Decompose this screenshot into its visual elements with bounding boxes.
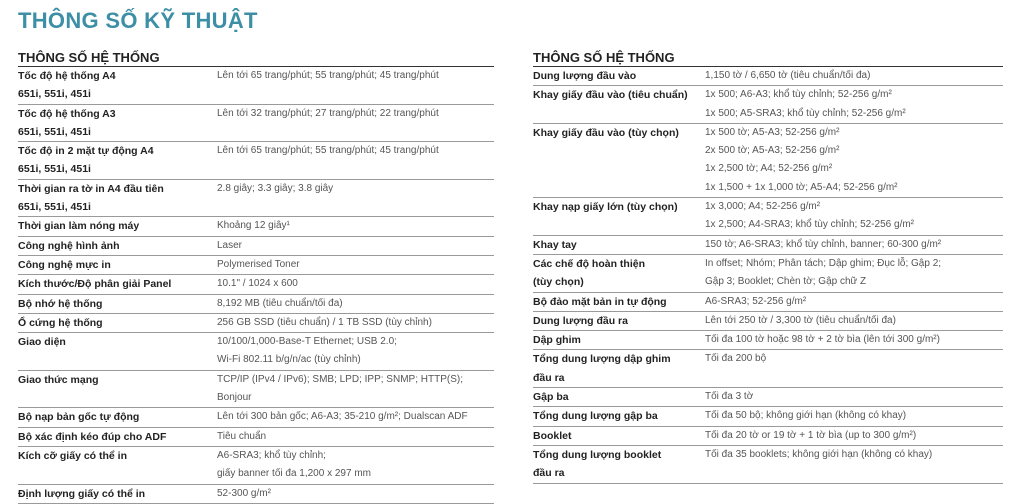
- spec-label: [18, 447, 217, 484]
- spec-value: [705, 350, 1003, 387]
- spec-label-line: Khay nạp giấy lớn (tùy chọn): [533, 201, 678, 214]
- spec-value: [217, 256, 494, 274]
- spec-label: [533, 350, 705, 387]
- spec-value: [217, 142, 494, 179]
- spec-label-line: Định lượng giấy có thể in: [18, 487, 146, 500]
- spec-label-line: (tùy chọn): [533, 276, 584, 289]
- spec-value: [705, 198, 1003, 235]
- spec-value: [217, 428, 494, 446]
- spec-label-line: Tốc độ in 2 mặt tự động A4: [18, 145, 154, 158]
- spec-value-line: 10.1" / 1024 x 600: [217, 278, 298, 290]
- spec-label: [533, 312, 705, 330]
- spec-label: [533, 446, 705, 483]
- spec-row: [18, 256, 494, 275]
- spec-value: [217, 217, 494, 235]
- spec-label-line: Tổng dung lượng gập ba: [533, 410, 658, 423]
- spec-label-line: Giao diện: [18, 336, 66, 349]
- spec-label-line: đầu ra: [533, 371, 565, 384]
- spec-value: [217, 485, 494, 503]
- spec-label: [533, 67, 705, 85]
- spec-label-line: Tốc độ hệ thống A3: [18, 107, 116, 120]
- spec-value-line: 8,192 MB (tiêu chuẩn/tối đa): [217, 297, 343, 309]
- spec-row: [18, 314, 494, 333]
- spec-label-line: Thời gian ra tờ in A4 đầu tiên: [18, 182, 164, 195]
- spec-row: [18, 295, 494, 314]
- spec-value-line: Tối đa 20 tờ or 19 tờ + 1 tờ bìa (up to 300 g/m²): [705, 429, 917, 441]
- spec-label-line: Giao thức mạng: [18, 373, 99, 386]
- spec-value: [217, 180, 494, 217]
- spec-label: [533, 427, 705, 445]
- spec-value: [217, 447, 494, 484]
- spec-label-line: Thời gian làm nóng máy: [18, 220, 140, 233]
- spec-value-line: Polymerised Toner: [217, 258, 300, 270]
- spec-label-line: Bộ đảo mặt bản in tự động: [533, 295, 667, 308]
- spec-label-line: 651i, 551i, 451i: [18, 125, 91, 138]
- spec-value-line: 1x 3,000; A4; 52-256 g/m²: [705, 201, 821, 213]
- spec-row: [18, 408, 494, 427]
- spec-label: [18, 428, 217, 446]
- spec-row: [18, 142, 494, 180]
- spec-row: [533, 407, 1003, 426]
- spec-label-line: Gập ba: [533, 391, 569, 404]
- spec-value: [705, 124, 1003, 197]
- spec-label-line: 651i, 551i, 451i: [18, 163, 91, 176]
- spec-row: [533, 312, 1003, 331]
- spec-row: [533, 67, 1003, 86]
- spec-label-line: 651i, 551i, 451i: [18, 201, 91, 214]
- spec-row: [18, 447, 494, 485]
- spec-row: [18, 333, 494, 371]
- spec-value: [705, 86, 1003, 123]
- spec-value-line: TCP/IP (IPv4 / IPv6); SMB; LPD; IPP; SNMP; HTTP(S);: [217, 373, 463, 385]
- spec-row: [533, 427, 1003, 446]
- spec-value-line: A6-SRA3; 52-256 g/m²: [705, 295, 807, 307]
- spec-row: [18, 371, 494, 409]
- spec-row: [533, 331, 1003, 350]
- spec-label-line: Công nghệ mực in: [18, 258, 111, 271]
- spec-label-line: Tổng dung lượng booklet: [533, 448, 662, 461]
- spec-value: [217, 275, 494, 293]
- spec-label-line: Bộ nạp bản gốc tự động: [18, 411, 140, 424]
- spec-label-line: đầu ra: [533, 467, 565, 480]
- spec-value: [705, 312, 1003, 330]
- spec-row: [533, 86, 1003, 124]
- spec-label: [533, 255, 705, 292]
- spec-label-line: Bộ xác định kéo đúp cho ADF: [18, 430, 167, 443]
- spec-label-line: Kích cỡ giấy có thể in: [18, 449, 127, 462]
- spec-value: [217, 333, 494, 370]
- spec-row: [18, 67, 494, 105]
- spec-value-line: 1x 2,500 tờ; A4; 52-256 g/m²: [705, 163, 833, 175]
- spec-value-line: 150 tờ; A6-SRA3; khổ tùy chỉnh, banner; 60-300 g/m²: [705, 238, 942, 250]
- spec-row: [18, 180, 494, 218]
- spec-value: [217, 105, 494, 142]
- left-spec-column: [18, 50, 494, 504]
- spec-value-line: Lên tới 65 trang/phút; 55 trang/phút; 45 trang/phút: [217, 70, 439, 81]
- spec-value: [705, 427, 1003, 445]
- spec-value: [217, 371, 494, 408]
- spec-value-line: In offset; Nhóm; Phân tách; Dập ghim; Đục lỗ; Gập 2;: [705, 257, 942, 269]
- spec-value-line: 1x 500; A5-SRA3; khổ tùy chỉnh; 52-256 g/m²: [705, 107, 906, 119]
- spec-row: [533, 255, 1003, 293]
- spec-label: [18, 105, 217, 142]
- spec-value: [705, 67, 1003, 85]
- spec-value: [705, 293, 1003, 311]
- spec-label: [18, 67, 217, 104]
- spec-label: [18, 371, 217, 408]
- spec-row: [18, 275, 494, 294]
- spec-label: [18, 408, 217, 426]
- spec-label: [18, 256, 217, 274]
- spec-row: [18, 237, 494, 256]
- spec-label: [18, 275, 217, 293]
- spec-value-line: Lên tới 65 trang/phút; 55 trang/phút; 45 trang/phút: [217, 145, 439, 157]
- spec-label-line: Kích thước/Độ phân giải Panel: [18, 278, 172, 291]
- spec-label-line: 651i, 551i, 451i: [18, 88, 91, 101]
- spec-value-line: Tối đa 100 tờ hoặc 98 tờ + 2 tờ bìa (lên tới 300 g/m²): [705, 334, 940, 346]
- spec-label: [18, 333, 217, 370]
- spec-label-line: Khay giấy đầu vào (tiêu chuẩn): [533, 89, 688, 102]
- spec-row: [533, 446, 1003, 484]
- spec-value: [705, 255, 1003, 292]
- spec-label: [18, 217, 217, 235]
- spec-value-line: Laser: [217, 239, 243, 251]
- spec-value-line: Tối đa 35 booklets; không giới hạn (không có khay): [705, 448, 933, 460]
- spec-label-line: Công nghệ hình ảnh: [18, 239, 120, 252]
- spec-value-line: 52-300 g/m²: [217, 487, 271, 499]
- spec-value: [705, 446, 1003, 483]
- spec-label-line: Khay giấy đầu vào (tùy chọn): [533, 126, 679, 139]
- spec-value-line: 1,150 tờ / 6,650 tờ (tiêu chuẩn/tối đa): [705, 70, 871, 81]
- spec-table: [533, 67, 1003, 484]
- spec-label-line: Tốc độ hệ thống A4: [18, 70, 116, 82]
- spec-label: [533, 86, 705, 123]
- spec-label: [18, 180, 217, 217]
- spec-row: [18, 428, 494, 447]
- spec-value-line: 2.8 giây; 3.3 giây; 3.8 giây: [217, 182, 334, 194]
- spec-label-line: Dập ghim: [533, 334, 581, 347]
- spec-value: [705, 331, 1003, 349]
- spec-label-line: Dung lượng đầu vào: [533, 70, 637, 82]
- spec-row: [533, 236, 1003, 255]
- spec-value-line: 256 GB SSD (tiêu chuẩn) / 1 TB SSD (tùy chỉnh): [217, 316, 432, 328]
- spec-row: [533, 388, 1003, 407]
- spec-value-line: A6-SRA3; khổ tùy chỉnh;: [217, 449, 326, 461]
- section-title: THÔNG SỐ HỆ THỐNG: [18, 50, 494, 67]
- spec-value: [705, 388, 1003, 406]
- spec-label-line: Bộ nhớ hệ thống: [18, 297, 103, 310]
- spec-label: [533, 236, 705, 254]
- spec-value-line: Tối đa 200 bộ: [705, 353, 767, 365]
- spec-table: [18, 67, 494, 504]
- spec-value-line: Bonjour: [217, 392, 252, 404]
- spec-label: [533, 124, 705, 197]
- spec-value-line: Wi-Fi 802.11 b/g/n/ac (tùy chỉnh): [217, 354, 361, 366]
- spec-value-line: 1x 1,500 + 1x 1,000 tờ; A5-A4; 52-256 g/m²: [705, 181, 898, 193]
- spec-value-line: Lên tới 300 bản gốc; A6-A3; 35-210 g/m²; Dualscan ADF: [217, 411, 468, 423]
- spec-value-line: Tối đa 3 tờ: [705, 391, 754, 403]
- spec-value: [217, 67, 494, 104]
- spec-value-line: giấy banner tối đa 1,200 x 297 mm: [217, 468, 371, 480]
- spec-label: [533, 293, 705, 311]
- spec-value: [217, 295, 494, 313]
- spec-value-line: 1x 500 tờ; A5-A3; 52-256 g/m²: [705, 126, 840, 138]
- spec-value-line: Lên tới 32 trang/phút; 27 trang/phút; 22 trang/phút: [217, 107, 439, 119]
- spec-value-line: 1x 2,500; A4-SRA3; khổ tùy chỉnh; 52-256 g/m²: [705, 219, 915, 231]
- spec-row: [533, 124, 1003, 198]
- spec-label: [533, 388, 705, 406]
- spec-label-line: Booklet: [533, 429, 572, 442]
- spec-row: [533, 293, 1003, 312]
- spec-value-line: Lên tới 250 tờ / 3,300 tờ (tiêu chuẩn/tối đa): [705, 314, 896, 326]
- section-title: THÔNG SỐ HỆ THỐNG: [533, 50, 1003, 67]
- spec-row: [18, 105, 494, 143]
- spec-label: [533, 331, 705, 349]
- spec-value-line: 2x 500 tờ; A5-A3; 52-256 g/m²: [705, 145, 840, 157]
- spec-value: [217, 314, 494, 332]
- spec-value-line: Khoảng 12 giây¹: [217, 220, 290, 232]
- spec-value: [705, 236, 1003, 254]
- spec-label-line: Dung lượng đầu ra: [533, 314, 628, 327]
- spec-value-line: 1x 500; A6-A3; khổ tùy chỉnh; 52-256 g/m²: [705, 89, 892, 101]
- spec-label: [533, 198, 705, 235]
- spec-label-line: Ổ cứng hệ thống: [18, 316, 103, 329]
- spec-label: [18, 237, 217, 255]
- spec-label-line: Các chế độ hoàn thiện: [533, 257, 646, 270]
- spec-value: [217, 237, 494, 255]
- spec-value: [705, 407, 1003, 425]
- spec-label-line: Tổng dung lượng dập ghim: [533, 353, 671, 366]
- spec-label: [18, 295, 217, 313]
- spec-label-line: Khay tay: [533, 238, 577, 251]
- spec-row: [18, 217, 494, 236]
- spec-row: [533, 350, 1003, 388]
- page-title: THÔNG SỐ KỸ THUẬT: [18, 8, 258, 33]
- spec-value-line: Gập 3; Booklet; Chèn tờ; Gập chữ Z: [705, 276, 867, 288]
- spec-value: [217, 408, 494, 426]
- spec-row: [533, 198, 1003, 236]
- spec-label: [18, 314, 217, 332]
- spec-label: [18, 142, 217, 179]
- spec-value-line: Tối đa 50 bộ; không giới hạn (không có khay): [705, 410, 907, 422]
- right-spec-column: [533, 50, 1003, 484]
- spec-label: [18, 485, 217, 503]
- spec-label: [533, 407, 705, 425]
- spec-value-line: 10/100/1,000-Base-T Ethernet; USB 2.0;: [217, 336, 397, 348]
- spec-value-line: Tiêu chuẩn: [217, 430, 267, 442]
